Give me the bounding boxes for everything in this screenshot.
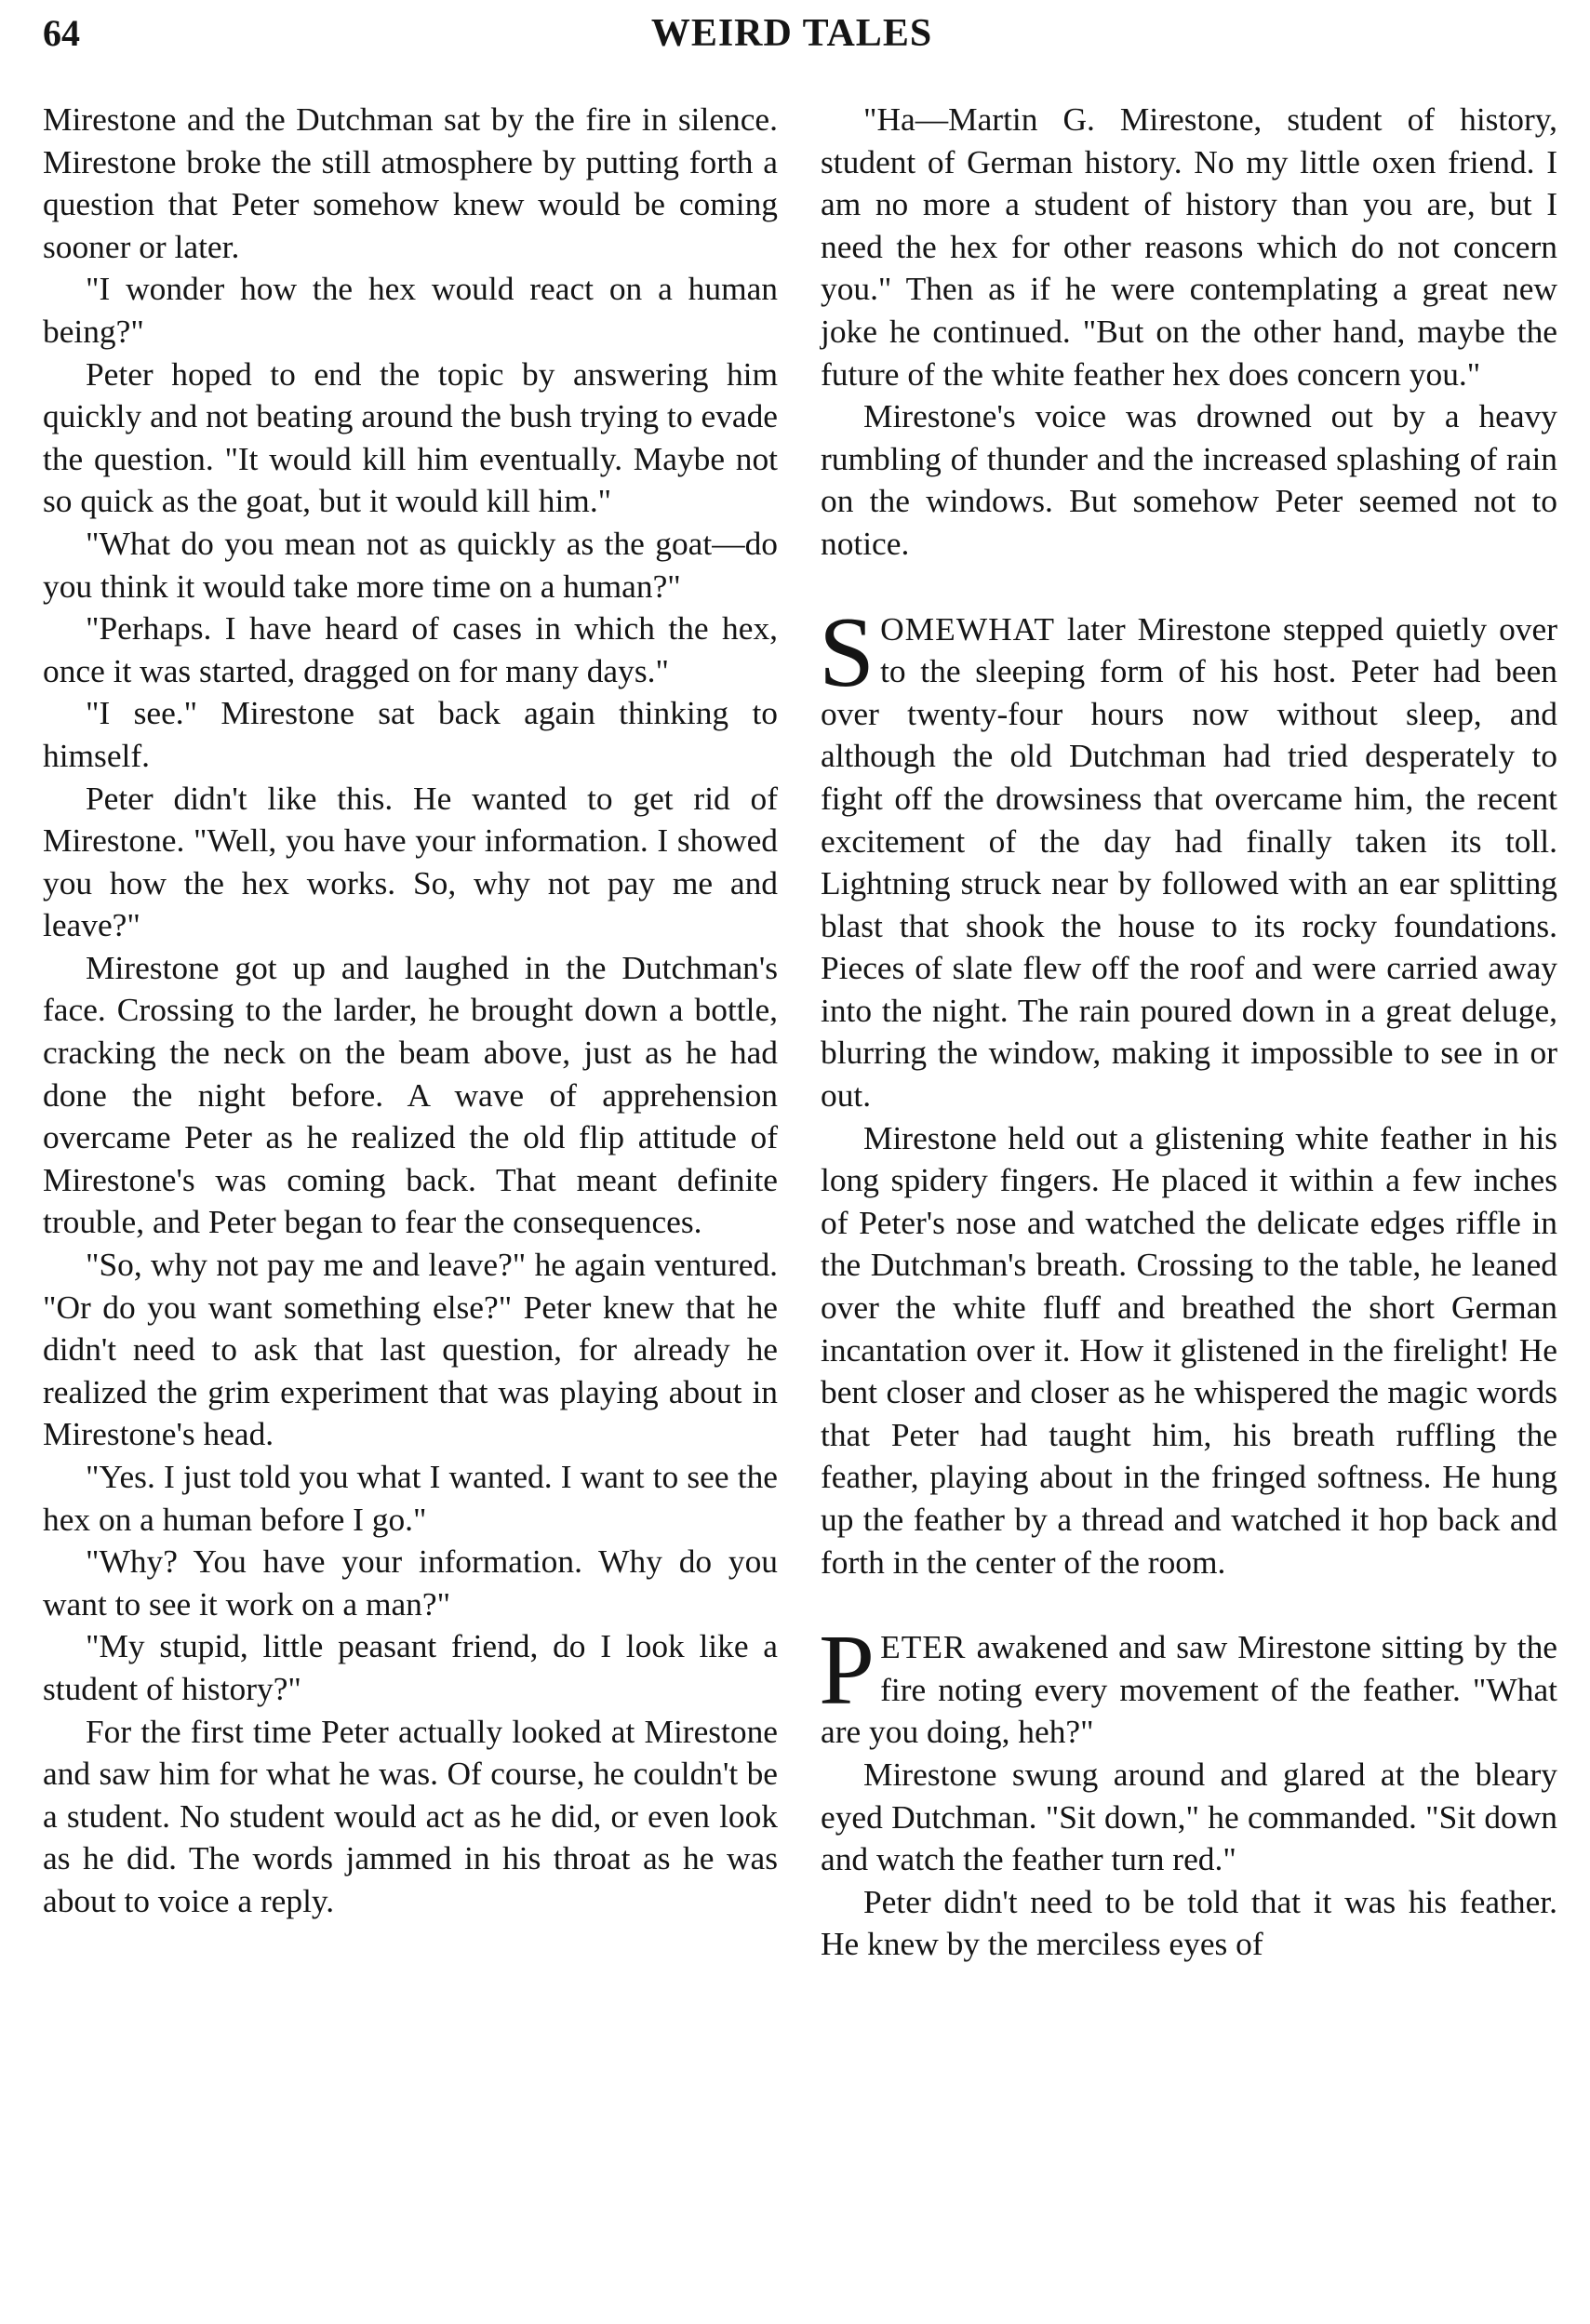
lead-in-text: ETER xyxy=(880,1628,967,1666)
left-column xyxy=(43,99,778,1923)
paragraph: Peter hoped to end the topic by answering him quickly and not beating around the bush trying to evade the question. "It would kill him eventually. Maybe not so quick as the goat, but it would kill him." xyxy=(43,354,778,520)
right-column xyxy=(821,99,1557,1966)
paragraph-text: awakened and saw Mirestone sitting by the fire noting every movement of the feather. "What are you doing, heh?" xyxy=(821,1628,1557,1751)
paragraph: "So, why not pay me and leave?" he again ventured. "Or do you want something else?" Peter knew that he didn't need to ask that last question, for already he realized the grim experiment that was playing about in Mirestone's head. xyxy=(43,1246,778,1453)
page-number: 64 xyxy=(43,12,80,54)
paragraph: "Perhaps. I have heard of cases in which the hex, once it was started, dragged on for many days." xyxy=(43,609,778,689)
section-opening-paragraph xyxy=(819,1615,1557,1754)
paragraph: "Why? You have your information. Why do you want to see it work on a man?" xyxy=(43,1543,778,1623)
paragraph: "Ha—Martin G. Mirestone, student of history, student of German history. No my little oxen friend. I am no more a student of history than you are, but I need the hex for other reasons which do not concern you." Then as if he were contemplating a great new joke he continued. "But on the other hand, maybe the future of the white feather hex does concern you." xyxy=(821,100,1557,393)
paragraph: Mirestone and the Dutchman sat by the fire in silence. Mirestone broke the still atmosphere by putting forth a question that Peter somehow knew would be coming sooner or later. xyxy=(43,100,778,265)
paragraph: For the first time Peter actually looked at Mirestone and saw him for what he was. Of course, he couldn't be a student. No student would act as he did, or even look as he did. The words jammed in his throat as he was about to voice a reply. xyxy=(43,1712,778,1919)
paragraph: "I wonder how the hex would react on a human being?" xyxy=(43,270,778,350)
lead-in-text: OMEWHAT xyxy=(880,609,1055,648)
page-header xyxy=(43,6,1541,61)
paragraph: "My stupid, little peasant friend, do I look like a student of history?" xyxy=(43,1627,778,1707)
paragraph: "Yes. I just told you what I wanted. I want to see the hex on a human before I go." xyxy=(43,1458,778,1538)
drop-cap: S xyxy=(819,596,875,708)
paragraph: Mirestone's voice was drowned out by a heavy rumbling of thunder and the increased splashing of rain on the windows. But somehow Peter seemed not to notice. xyxy=(821,397,1557,562)
paragraph: Mirestone got up and laughed in the Dutchman's face. Crossing to the larder, he brought down a bottle, cracking the neck on the beam above, just as he had done the night before. A wave of apprehension overcame Peter as he realized the old flip attitude of Mirestone's was coming back. That meant definite trouble, and Peter began to fear the consequences. xyxy=(43,948,778,1241)
drop-cap: P xyxy=(819,1615,875,1727)
paragraph-text: later Mirestone stepped quietly over to the sleeping form of his host. Peter had been over twenty-four hours now without sleep, and although the old Dutchman had tried desperately to fight off the drowsiness that overcame him, the recent excitement of the day had finally taken its toll. Lightning struck near by followed with an ear splitting blast that shook the house to its rocky foundations. Pieces of slate flew off the roof and were carried away into the night. The rain poured down in a great deluge, blurring the window, making it impossible to see in or out. xyxy=(821,609,1557,1115)
magazine-title: WEIRD TALES xyxy=(650,12,933,55)
paragraph: Mirestone swung around and glared at the bleary eyed Dutchman. "Sit down," he commanded. "Sit down and watch the feather turn red." xyxy=(821,1755,1557,1878)
section-opening-paragraph xyxy=(819,596,1557,1117)
paragraph: Peter didn't like this. He wanted to get rid of Mirestone. "Well, you have your information. I showed you how the hex works. So, why not pay me and leave?" xyxy=(43,779,778,944)
paragraph: "What do you mean not as quickly as the goat—do you think it would take more time on a human?" xyxy=(43,524,778,605)
paragraph: Peter didn't need to be told that it was his feather. He knew by the merciless eyes of xyxy=(821,1882,1557,1963)
paragraph: "I see." Mirestone sat back again thinking to himself. xyxy=(43,694,778,774)
paragraph: Mirestone held out a glistening white feather in his long spidery fingers. He placed it within a few inches of Peter's nose and watched the delicate edges riffle in the Dutchman's breath. Crossing to the table, he leaned over the white fluff and breathed the short German incantation over it. How it glistened in the firelight! He bent closer and closer as he whispered the magic words that Peter had taught him, his breath ruffling the feather, playing about in the fringed softness. He hung up the feather by a thread and watched it hop back and forth in the center of the room. xyxy=(821,1118,1557,1581)
